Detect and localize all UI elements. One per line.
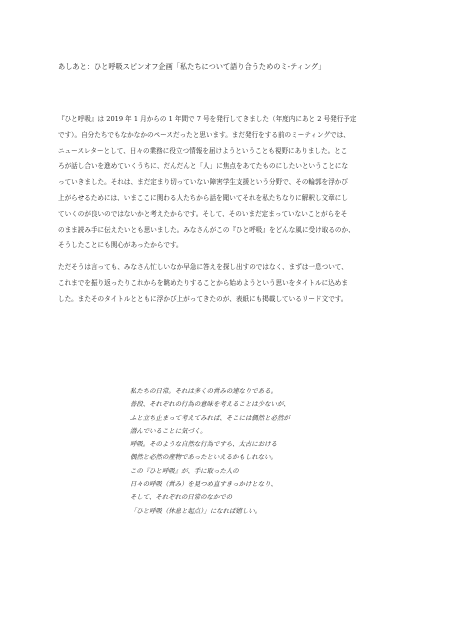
paragraph-line: ニュースレターとして、日々の業務に役立つ情報を届けようということも視野にありました。とこ [58,146,348,155]
paragraph-line: 上がらせるためには、いまここに関わる人たちから話を聞いてそれを私たちなりに解釈し文章にし [58,193,348,202]
poem-line: 呼吸。そのような自然な行為ですら、太古における [130,440,277,449]
poem-line: 普段、それぞれの行為の意味を考えることは少ないが、 [130,400,290,409]
document-heading: あしあと：ひと呼吸スピンオフ企画「私たちについて語り合うためのミ‐ティング」 [58,62,326,71]
poem-line: そして、それぞれの日常のなかでの [130,493,233,502]
paragraph-line: ろが話し合いを進めていくうちに、だんだんと「人」に焦点をあてたものにしたいということにな [58,162,349,171]
poem-line: 私たちの日常。それは多くの営みの連なりである。 [130,387,277,395]
poem-line: 日々の呼吸（営み）を見つめ直すきっかけとなり、 [130,480,277,489]
paragraph-line: ていくのが良いのではないかと考えたからです。そして、そのいまだ定まっていないことがらをそ [58,209,348,218]
poem-line: 潜んでいることに気づく。 [130,426,207,435]
paragraph-line: 『ひと呼吸』は 2019 年 1 月からの 1 年間で 7 号を発行してきました（年度内にあと 2 号発行予定 [58,115,357,123]
lead-poem [130,385,290,518]
poem-line: 偶然と必然の産物であったといえるかもしれない。 [130,453,277,462]
paragraph-line: した。またそのタイトルとともに浮かび上がってきたのが、表紙にも掲載しているリード文です。 [58,294,348,303]
paragraph-line: そうしたことにも関心があったからです。 [58,241,183,250]
poem-line: この『ひと呼吸』が、手に取った人の [130,466,239,475]
poem-line: 「ひと呼吸（休息と起点）」になれば嬉しい。 [130,506,262,515]
paragraph-line: のまま読み手に伝えたいとも思いました。みなさんがこの『ひと呼吸』をどんな風に受け取るのか、 [58,225,355,234]
poem-line: ふと立ち止まって考えてみれば、そこには偶然と必然が [130,413,290,422]
paragraph-line: ただそうは言っても、みなさん忙しいなか早急に答えを探し出すのではなく、まずは一息ついて、 [58,263,348,272]
body-text [58,112,400,308]
paragraph-line: これまでを振り返ったりこれからを眺めたりすることから始めようという思いをタイトルに込めま [58,278,348,287]
paragraph-line: です）。自分たちでもなかなかのペースだったと思います。まだ発行をする前のミーティングでは、 [58,130,350,139]
paragraph-line: っていきました。それは、まだ定まり切っていない障害学生支援という分野で、その輪郭を浮かび [58,178,348,187]
